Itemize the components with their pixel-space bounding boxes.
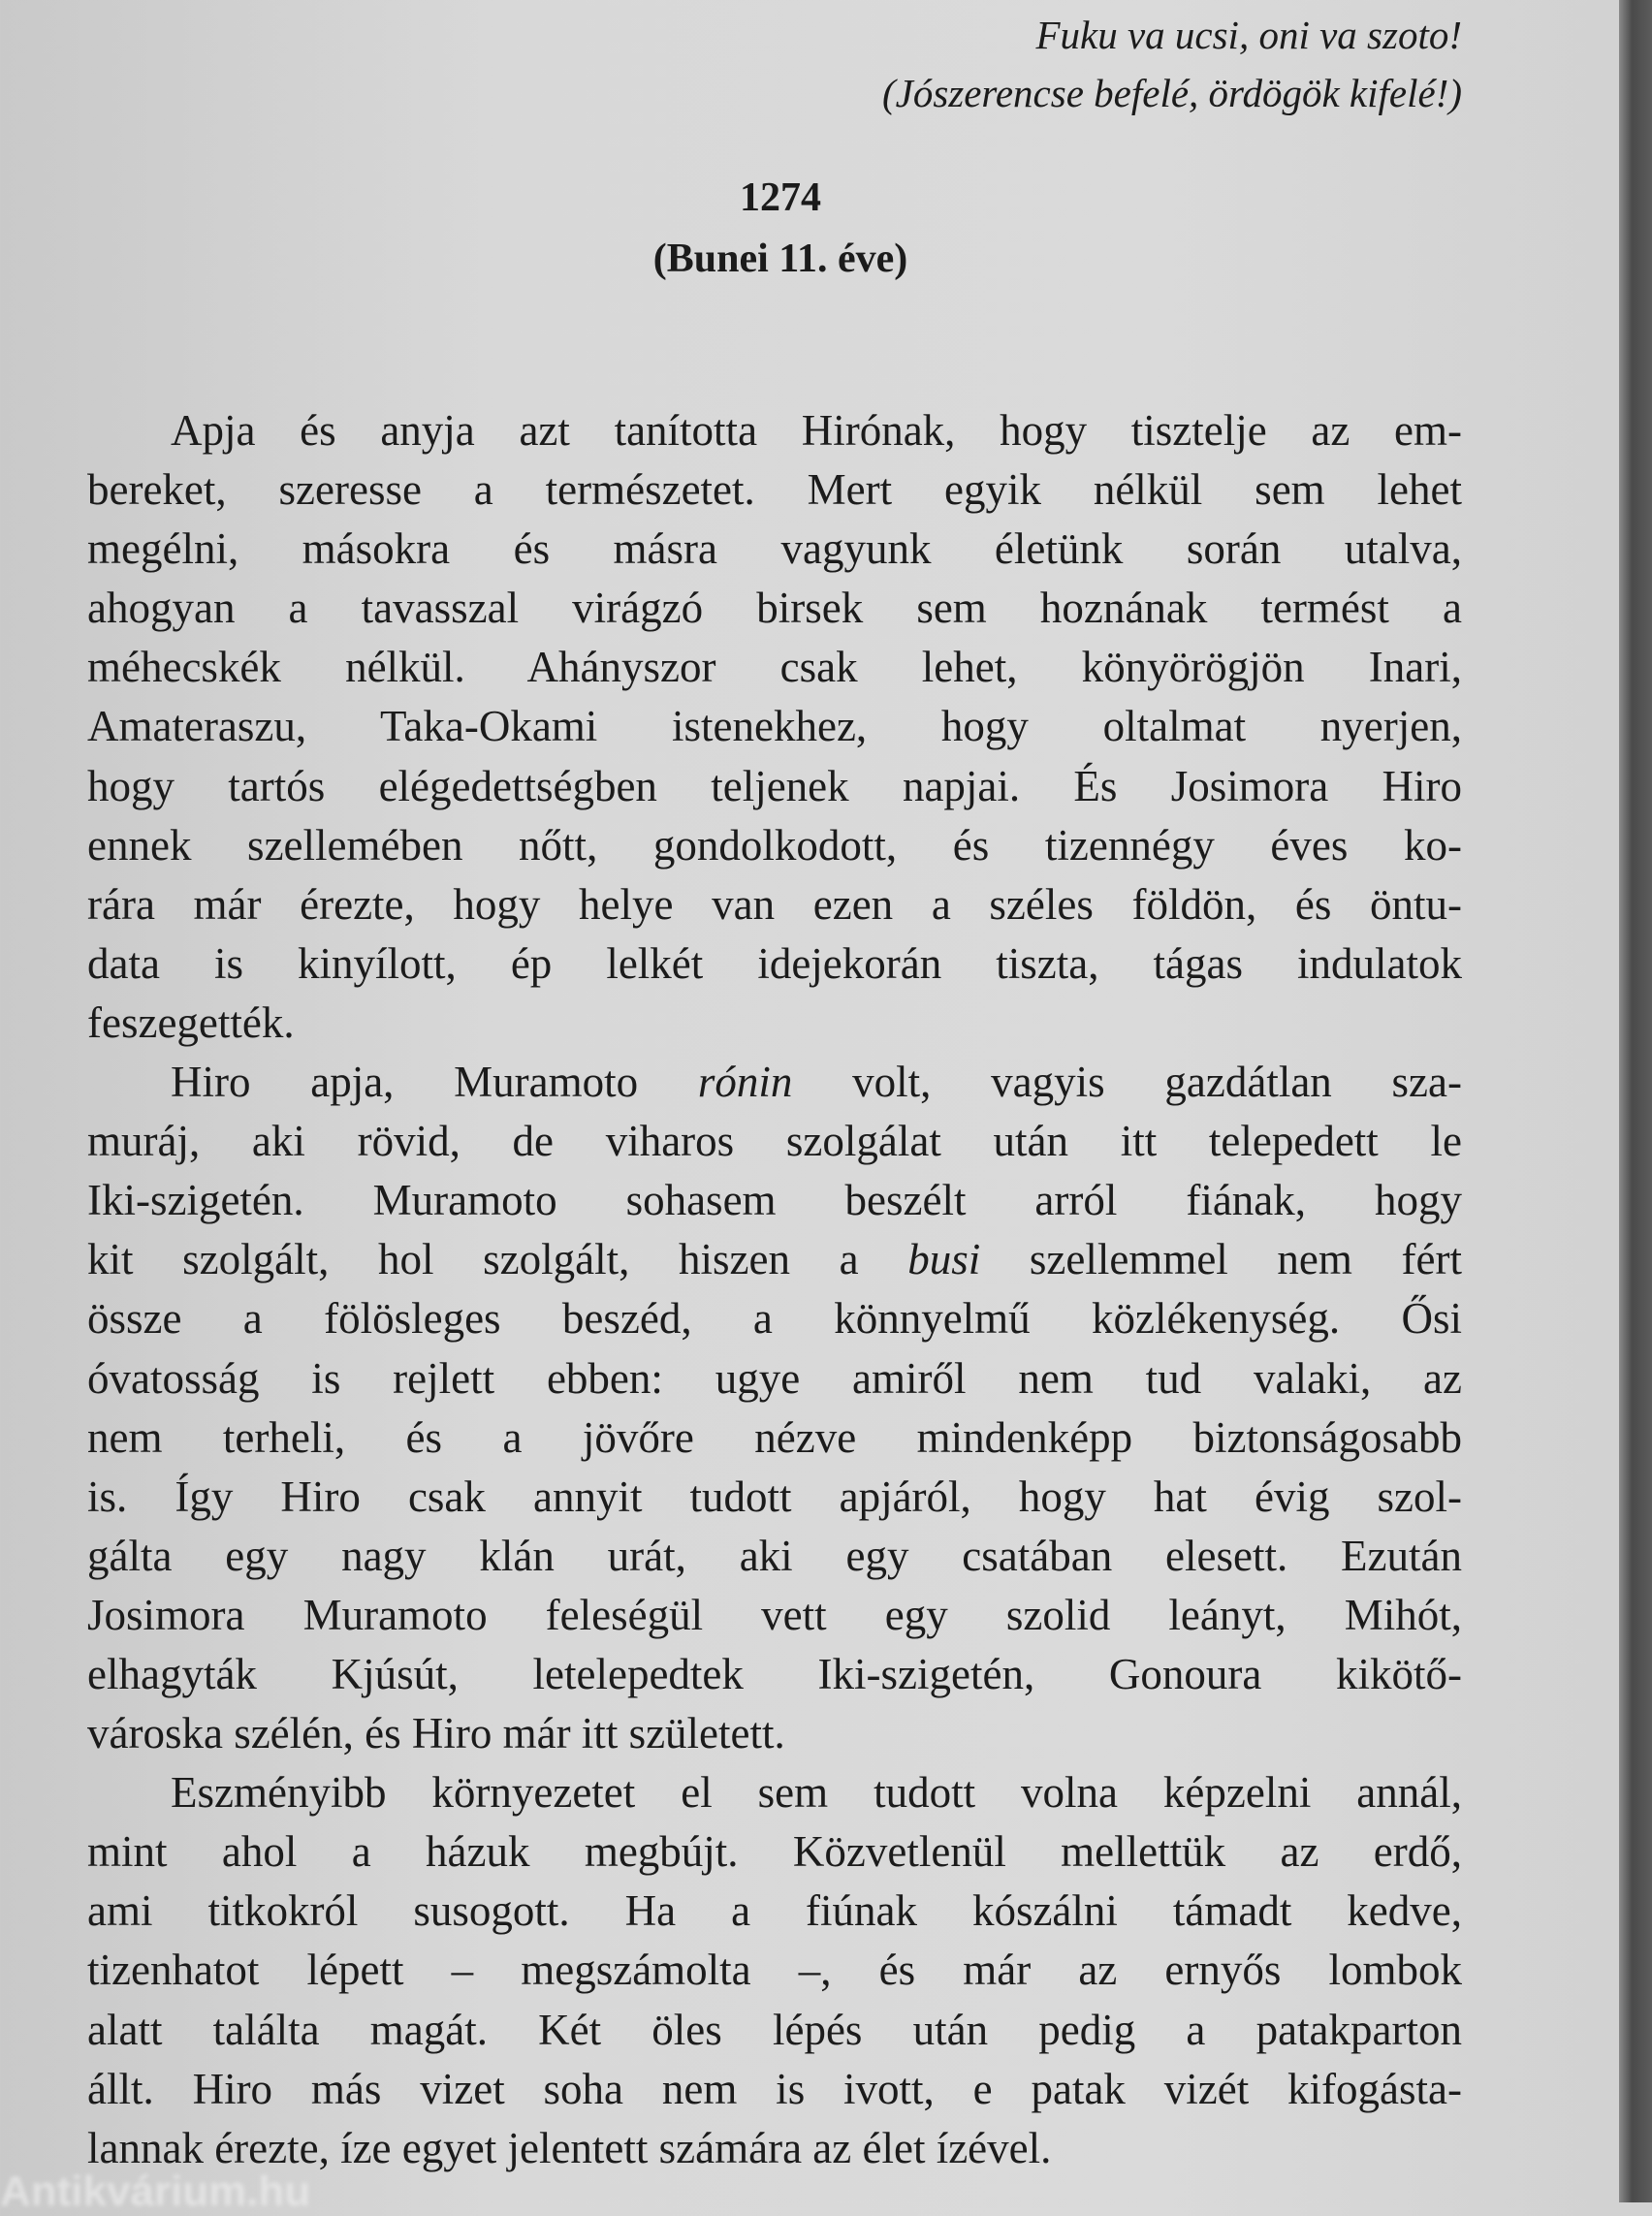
text-segment: Hiro apja, Muramoto: [171, 1058, 698, 1107]
epigraph-translation: (Jószerencse befelé, ördögök kifelé!): [881, 71, 1462, 115]
text-line: mint ahol a házuk megbújt. Közvetlenül mellettük az erdő,: [87, 1827, 1462, 1877]
text-line: lannak érezte, íze egyet jelentett számára az élet ízével.: [87, 2123, 1052, 2172]
text-line: Eszményibb környezetet el sem tudott volna képzelni annál,: [171, 1768, 1462, 1818]
epigraph-line: Fuku va ucsi, oni va szoto!: [1035, 13, 1462, 57]
text-line: muráj, aki rövid, de viharos szolgálat után itt telepedett le: [87, 1117, 1462, 1166]
text-segment: volt, vagyis gazdátlan sza-: [792, 1058, 1462, 1107]
text-line: alatt találta magát. Két öles lépés után pedig a patakparton: [87, 2005, 1462, 2054]
chapter-era: (Bunei 11. éve): [652, 237, 908, 281]
text-line: [87, 1230, 1462, 1289]
text-line: Amateraszu, Taka-Okami istenekhez, hogy oltalmat nyerjen,: [87, 702, 1462, 751]
chapter-year: 1274: [740, 175, 821, 220]
watermark: Antikvárium.hu: [0, 2168, 311, 2215]
text-line: data is kinyílott, ép lelkét idejekorán tiszta, tágas indulatok: [87, 938, 1462, 988]
text-line: ami titkokról susogott. Ha a fiúnak kószálni támadt kedve,: [87, 1886, 1462, 1936]
body-text: [87, 401, 1462, 2178]
text-line: Iki-szigetén. Muramoto sohasem beszélt arról fiának, hogy: [87, 1176, 1462, 1225]
text-line: gálta egy nagy klán urát, aki egy csatában elesett. Ezután: [87, 1531, 1462, 1580]
text-line: ahogyan a tavasszal virágzó birsek sem hoznának termést a: [87, 584, 1462, 633]
text-line: elhagyták Kjúsút, letelepedtek Iki-szigetén, Gonoura kikötő-: [87, 1649, 1462, 1698]
text-line: megélni, másokra és másra vagyunk életünk során utalva,: [87, 524, 1462, 574]
text-line: tizenhatot lépett – megszámolta –, és már az ernyős lombok: [87, 1946, 1462, 1995]
text-line: is. Így Hiro csak annyit tudott apjáról, hogy hat évig szol-: [87, 1472, 1462, 1521]
text-line: [87, 1053, 1462, 1112]
text-line: méhecskék nélkül. Ahányszor csak lehet, könyörögjön Inari,: [87, 643, 1462, 692]
text-line: nem terheli, és a jövőre nézve mindenképp biztonságosabb: [87, 1412, 1462, 1462]
text-line: Apja és anyja azt tanította Hirónak, hogy tisztelje az em-: [171, 406, 1462, 455]
text-segment: kit szolgált, hol szolgált, hiszen a: [87, 1235, 908, 1284]
text-line: hogy tartós elégedettségben teljenek napjai. És Josimora Hiro: [87, 761, 1462, 810]
italic-term: busi: [907, 1235, 981, 1284]
text-line: rára már érezte, hogy helye van ezen a széles földön, és öntu-: [87, 879, 1462, 929]
text-line: feszegették.: [87, 997, 295, 1047]
text-line: állt. Hiro más vizet soha nem is ivott, e patak vizét kifogásta-: [87, 2064, 1462, 2113]
text-line: óvatosság is rejlett ebben: ugye amiről nem tud valaki, az: [87, 1353, 1462, 1403]
text-line: Josimora Muramoto feleségül vett egy szolid leányt, Mihót,: [87, 1590, 1462, 1639]
text-line: városka szélén, és Hiro már itt született.: [87, 1709, 785, 1758]
text-line: össze a fölösleges beszéd, a könnyelmű közlékenység. Ősi: [87, 1294, 1462, 1344]
text-segment: szellemmel nem fért: [980, 1235, 1462, 1284]
epigraph: [882, 6, 1462, 122]
text-line: ennek szellemében nőtt, gondolkodott, és tizennégy éves ko-: [87, 820, 1462, 870]
text-line: bereket, szeresse a természetet. Mert egyik nélkül sem lehet: [87, 465, 1462, 515]
italic-term: rónin: [697, 1058, 793, 1107]
book-spine-shadow: [1619, 0, 1652, 2202]
